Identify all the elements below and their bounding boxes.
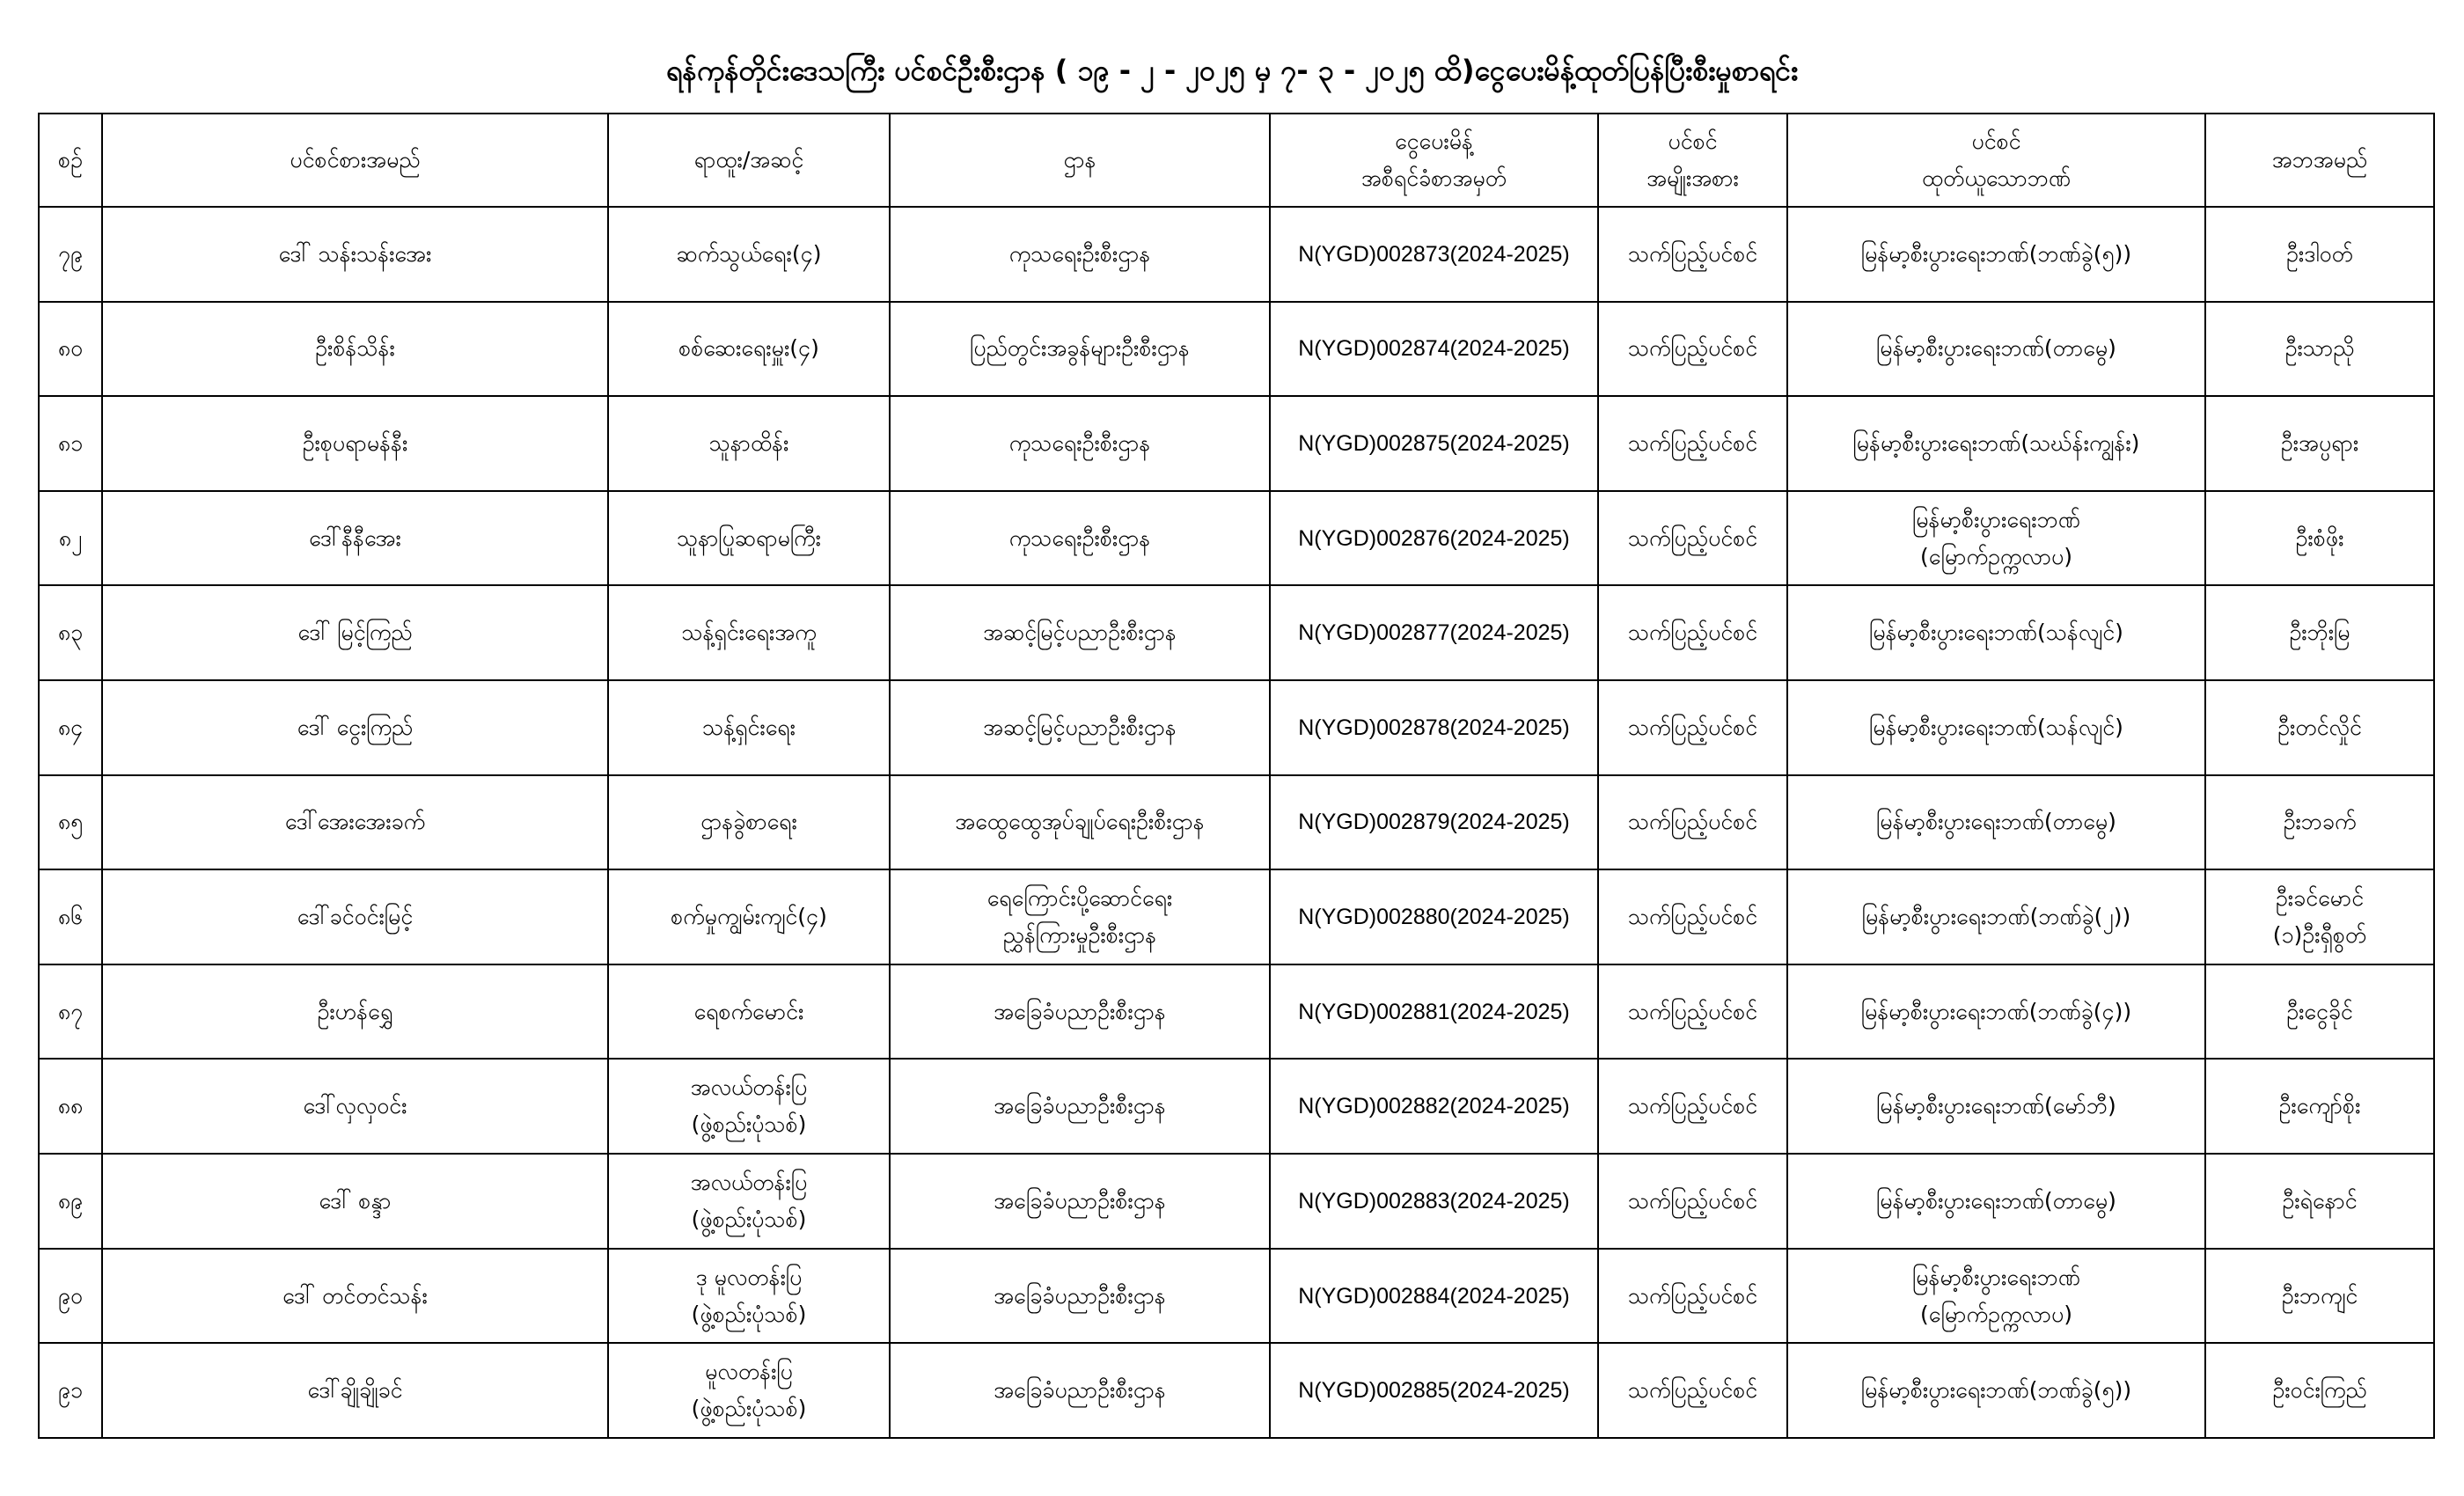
cell-text: သက်ပြည့်ပင်စင် [1627,240,1758,267]
cell-name [102,869,608,964]
cell-number [39,869,102,964]
cell-pension-type [1598,585,1787,680]
cell-text: N(YGD)002879(2024-2025) [1298,810,1570,835]
cell-text: N(YGD)002880(2024-2025) [1298,905,1570,930]
cell-text: ဦးသာညို [2284,335,2355,362]
cell-text: ဒေါ်ချိုချိုခင် [307,1377,403,1404]
cell-department [890,964,1270,1060]
col-header-father-name [2205,114,2434,207]
cell-text: N(YGD)002885(2024-2025) [1298,1378,1570,1404]
cell-text: ၈၁ [57,430,84,457]
cell-number [39,302,102,397]
cell-department [890,1343,1270,1438]
cell-text: သူနာထိန်း [708,430,789,457]
cell-text: ဦးကျော်စိုး [2278,1093,2361,1119]
cell-report-number [1270,869,1598,964]
cell-text: သက်ပြည့်ပင်စင် [1627,1377,1758,1404]
col-header-name [102,114,608,207]
cell-text: သက်ပြည့်ပင်စင် [1627,620,1758,646]
cell-text: ၇၉ [57,240,84,267]
cell-text: အလယ်တန်းပြ [690,1169,808,1195]
cell-rank [608,680,890,775]
cell-father-name [2205,491,2434,586]
cell-text: စစ်ဆေးရေးမှူး(၄) [678,335,819,362]
cell-text: ၈၈ [57,1093,84,1119]
table-row [39,1154,2434,1249]
cell-rank [608,964,890,1060]
cell-text: ဒေါ် စန္ဒာ [319,1187,392,1214]
cell-father-name [2205,964,2434,1060]
cell-pension-type [1598,1154,1787,1249]
cell-report-number [1270,585,1598,680]
cell-text: ၈၆ [57,904,84,930]
col-header-number [39,114,102,207]
cell-text: မြန်မာ့စီးပွားရေးဘဏ်(သဃ်န်းကျွန်း) [1852,430,2140,457]
cell-text: ဒေါ် တင်တင်သန်း [282,1282,428,1309]
cell-text: (ဖွဲ့စည်းပုံသစ်) [691,1396,807,1422]
table-row [39,1249,2434,1344]
cell-text: ဌာန [1063,147,1096,172]
cell-text: အမျိုးအစား [1646,165,1739,191]
cell-father-name [2205,207,2434,302]
cell-text: မြန်မာ့စီးပွားရေးဘဏ် [1912,1264,2080,1290]
cell-department [890,396,1270,491]
cell-text: N(YGD)002881(2024-2025) [1298,999,1570,1024]
cell-department [890,775,1270,870]
table-row [39,1059,2434,1154]
cell-text: ဦးစိန်သိန်း [315,335,395,362]
cell-text: ဦးတင်လှိုင် [2277,714,2362,740]
cell-text: မြန်မာ့စီးပွားရေးဘဏ်(သန်လျင်) [1869,714,2123,740]
cell-rank [608,869,890,964]
cell-father-name [2205,1154,2434,1249]
cell-father-name [2205,869,2434,964]
cell-number [39,396,102,491]
cell-pension-type [1598,680,1787,775]
pension-ledger-table [38,113,2435,1439]
cell-text: N(YGD)002875(2024-2025) [1298,431,1570,457]
cell-name [102,491,608,586]
cell-text: ဒေါ်အေးအေးခက် [284,809,426,835]
cell-text: ဒု မူလတန်းပြ [695,1264,803,1290]
cell-father-name [2205,1249,2434,1344]
cell-text: ၈၉ [57,1187,84,1214]
cell-rank [608,491,890,586]
cell-report-number [1270,396,1598,491]
cell-father-name [2205,585,2434,680]
cell-text: မြန်မာ့စီးပွားရေးဘဏ်(တာမွေ) [1876,1187,2116,1214]
cell-text: သက်ပြည့်ပင်စင် [1627,809,1758,835]
cell-department [890,491,1270,586]
cell-father-name [2205,396,2434,491]
cell-text: N(YGD)002873(2024-2025) [1298,241,1570,267]
cell-text: သက်ပြည့်ပင်စင် [1627,1187,1758,1214]
cell-text: ဒေါ် သန်းသန်းအေး [278,240,432,267]
cell-text: ပင်စင် [1668,128,1718,154]
cell-report-number [1270,775,1598,870]
cell-father-name [2205,302,2434,397]
cell-bank [1787,775,2205,870]
cell-father-name [2205,775,2434,870]
cell-department [890,1249,1270,1344]
cell-text: (၁)ဦးရှီစွတ် [2272,922,2367,949]
table-row [39,1343,2434,1438]
table-row [39,775,2434,870]
cell-text: ၈၇ [57,998,84,1024]
cell-text: ၈၂ [58,524,83,551]
cell-bank [1787,964,2205,1060]
cell-text: N(YGD)002876(2024-2025) [1298,525,1570,551]
cell-text: သန့်ရှင်းရေး [702,714,796,740]
cell-text: ငွေပေးမိန့် [1395,128,1473,154]
cell-pension-type [1598,1059,1787,1154]
cell-report-number [1270,1059,1598,1154]
cell-text: N(YGD)002877(2024-2025) [1298,620,1570,646]
cell-bank [1787,1343,2205,1438]
cell-father-name [2205,1343,2434,1438]
cell-name [102,396,608,491]
cell-text: ၉၀ [57,1282,84,1309]
cell-rank [608,775,890,870]
cell-report-number [1270,1249,1598,1344]
col-header-bank [1787,114,2205,207]
cell-department [890,302,1270,397]
cell-name [102,1343,608,1438]
page-title: ရန်ကုန်တိုင်းဒေသကြီး ပင်စင်ဦးစီးဌာန ( ၁၉ - ၂ - ၂၀၂၅ မှ ၇- ၃ - ၂၀၂၅ ထိ)ငွေပေးမိန့်ထုတ်ပြန်ပြီးစီးမှုစာရင်း [665,54,1799,87]
cell-number [39,1249,102,1344]
table-header-row [39,114,2434,207]
cell-text: (ဖွဲ့စည်းပုံသစ်) [691,1206,807,1232]
cell-number [39,207,102,302]
cell-report-number [1270,964,1598,1060]
cell-bank [1787,396,2205,491]
cell-report-number [1270,1343,1598,1438]
cell-report-number [1270,491,1598,586]
cell-bank [1787,869,2205,964]
cell-text: အခြေခံပညာဦးစီးဌာန [994,1093,1166,1119]
cell-text: မြန်မာ့စီးပွားရေးဘဏ်(မော်ဘီ) [1876,1093,2116,1119]
cell-text: ဆက်သွယ်ရေး(၄) [676,240,822,267]
cell-text: မြန်မာ့စီးပွားရေးဘဏ် [1912,506,2080,532]
table-row [39,869,2434,964]
cell-rank [608,1059,890,1154]
cell-text: ဒေါ်လှလှဝင်း [303,1093,407,1119]
cell-text: အဆင့်မြင့်ပညာဦးစီးဌာန [983,714,1177,740]
cell-text: အဘအမည် [2271,147,2368,172]
cell-bank [1787,1154,2205,1249]
col-header-report-number [1270,114,1598,207]
cell-text: ၈၃ [57,620,84,646]
cell-text: ဦးဝင်းကြည် [2272,1377,2367,1404]
cell-text: သက်ပြည့်ပင်စင် [1627,1282,1758,1309]
cell-number [39,775,102,870]
cell-rank [608,396,890,491]
cell-number [39,680,102,775]
cell-department [890,869,1270,964]
cell-text: ဒေါ် ငွေးကြည် [297,714,414,740]
cell-text: အထွေထွေအုပ်ချုပ်ရေးဦးစီးဌာန [955,809,1205,835]
cell-text: အစီရင်ခံစာအမှတ် [1360,165,1507,191]
cell-name [102,964,608,1060]
cell-rank [608,1154,890,1249]
cell-name [102,1249,608,1344]
cell-text: မူလတန်းပြ [705,1359,793,1385]
cell-text: မြန်မာ့စီးပွားရေးဘဏ်(ဘဏ်ခွဲ(၄)) [1860,998,2132,1024]
cell-bank [1787,1059,2205,1154]
col-header-pension-type [1598,114,1787,207]
cell-pension-type [1598,964,1787,1060]
cell-rank [608,1343,890,1438]
cell-text: ပင်စင် [1971,128,2021,154]
table-row [39,396,2434,491]
table-row [39,680,2434,775]
cell-name [102,680,608,775]
cell-department [890,585,1270,680]
cell-bank [1787,1249,2205,1344]
cell-text: သက်ပြည့်ပင်စင် [1627,430,1758,457]
table-row [39,585,2434,680]
cell-department [890,1059,1270,1154]
cell-name [102,1154,608,1249]
cell-text: သက်ပြည့်ပင်စင် [1627,335,1758,362]
cell-text: သက်ပြည့်ပင်စင် [1627,714,1758,740]
col-header-rank [608,114,890,207]
cell-name [102,585,608,680]
cell-text: ဦးဟန်ရွှေ [317,998,393,1024]
cell-name [102,1059,608,1154]
cell-rank [608,585,890,680]
cell-pension-type [1598,1249,1787,1344]
cell-department [890,680,1270,775]
cell-text: N(YGD)002874(2024-2025) [1298,336,1570,362]
cell-text: ၈၄ [57,714,84,740]
table-body [39,207,2434,1438]
cell-name [102,207,608,302]
cell-text: သက်ပြည့်ပင်စင် [1627,1093,1758,1119]
table-row [39,207,2434,302]
cell-text: ဦးဘကျင် [2281,1282,2358,1309]
cell-report-number [1270,302,1598,397]
cell-text: ဦးစုပရာမန်နီး [302,430,408,457]
cell-pension-type [1598,775,1787,870]
cell-text: ပြည်တွင်းအခွန်များဦးစီးဌာန [970,335,1190,362]
cell-number [39,1059,102,1154]
cell-text: ဦးဒါဝတ် [2286,240,2353,267]
cell-text: (ဖွဲ့စည်းပုံသစ်) [691,1111,807,1138]
cell-pension-type [1598,869,1787,964]
cell-pension-type [1598,1343,1787,1438]
cell-rank [608,207,890,302]
cell-text: ဦးခင်မောင် [2275,885,2365,912]
cell-text: သန့်ရှင်းရေးအကူ [681,620,817,646]
cell-name [102,775,608,870]
cell-text: ဦးစံဖိုး [2295,524,2344,551]
cell-number [39,1154,102,1249]
cell-bank [1787,302,2205,397]
cell-text: ထုတ်ယူသောဘဏ် [1921,165,2072,191]
cell-text: စက်မှုကျွမ်းကျင်(၄) [671,904,827,930]
cell-text: ဦးငွေခိုင် [2286,998,2353,1024]
cell-text: အခြေခံပညာဦးစီးဌာန [994,1187,1166,1214]
cell-text: ရေကြောင်းပို့ဆောင်ရေး [986,885,1173,912]
cell-text: ကုသရေးဦးစီးဌာန [1008,524,1151,551]
cell-number [39,585,102,680]
cell-text: အခြေခံပညာဦးစီးဌာန [994,1377,1166,1404]
cell-department [890,1154,1270,1249]
cell-number [39,964,102,1060]
cell-rank [608,302,890,397]
cell-text: N(YGD)002884(2024-2025) [1298,1283,1570,1309]
cell-report-number [1270,680,1598,775]
cell-text: မြန်မာ့စီးပွားရေးဘဏ်(သန်လျင်) [1869,620,2123,646]
cell-father-name [2205,680,2434,775]
cell-text: မြန်မာ့စီးပွားရေးဘဏ်(ဘဏ်ခွဲ(၂)) [1861,904,2131,930]
cell-text: ရေစက်မောင်း [693,998,804,1024]
cell-text: ဒေါ်နီနီအေး [309,524,401,551]
cell-text: ၈၅ [57,809,84,835]
cell-text: ပင်စင်စားအမည် [290,147,421,172]
cell-text: ၉၁ [57,1377,84,1404]
cell-text: ၈၀ [57,335,84,362]
cell-text: N(YGD)002882(2024-2025) [1298,1094,1570,1119]
cell-text: အလယ်တန်းပြ [690,1074,808,1101]
cell-text: ဦးရဲနောင် [2282,1187,2358,1214]
cell-text: (ဖွဲ့စည်းပုံသစ်) [691,1301,807,1327]
cell-bank [1787,585,2205,680]
cell-rank [608,1249,890,1344]
cell-text: ရာထူး/အဆင့် [693,147,804,172]
cell-number [39,491,102,586]
cell-text: (မြောက်ဥက္ကလာပ) [1919,1301,2073,1327]
cell-bank [1787,491,2205,586]
cell-text: N(YGD)002883(2024-2025) [1298,1188,1570,1214]
cell-name [102,302,608,397]
cell-text: ဒေါ် မြင့်ကြည် [297,620,413,646]
cell-text: ဌာနခွဲစာရေး [700,809,797,835]
cell-text: ညွှန်ကြားမှုဦးစီးဌာန [1002,922,1157,949]
cell-department [890,207,1270,302]
cell-text: N(YGD)002878(2024-2025) [1298,715,1570,740]
cell-text: မြန်မာ့စီးပွားရေးဘဏ်(တာမွေ) [1876,809,2116,835]
cell-report-number [1270,207,1598,302]
cell-bank [1787,207,2205,302]
cell-text: ဦးအပ္ပရား [2280,430,2359,457]
cell-text: သက်ပြည့်ပင်စင် [1627,524,1758,551]
cell-text: မြန်မာ့စီးပွားရေးဘဏ်(ဘဏ်ခွဲ(၅)) [1860,240,2132,267]
cell-text: သက်ပြည့်ပင်စင် [1627,904,1758,930]
cell-text: မြန်မာ့စီးပွားရေးဘဏ်(ဘဏ်ခွဲ(၅)) [1860,1377,2132,1404]
cell-father-name [2205,1059,2434,1154]
cell-text: ကုသရေးဦးစီးဌာန [1008,240,1151,267]
table-row [39,964,2434,1060]
cell-text: ကုသရေးဦးစီးဌာန [1008,430,1151,457]
cell-pension-type [1598,207,1787,302]
cell-pension-type [1598,396,1787,491]
cell-text: အဆင့်မြင့်ပညာဦးစီးဌာန [983,620,1177,646]
cell-text: အခြေခံပညာဦးစီးဌာန [994,998,1166,1024]
cell-text: အခြေခံပညာဦးစီးဌာန [994,1282,1166,1309]
cell-text: ဦးဘိုးမြ [2289,620,2350,646]
cell-pension-type [1598,491,1787,586]
cell-report-number [1270,1154,1598,1249]
cell-text: (မြောက်ဥက္ကလာပ) [1919,543,2073,569]
cell-text: ဦးဘခက် [2283,809,2357,835]
cell-number [39,1343,102,1438]
cell-text: မြန်မာ့စီးပွားရေးဘဏ်(တာမွေ) [1876,335,2116,362]
cell-text: သူနာပြုဆရာမကြီး [677,524,821,551]
cell-text: ဒေါ်ခင်ဝင်းမြင့် [297,904,414,930]
table-row [39,302,2434,397]
cell-bank [1787,680,2205,775]
table-row [39,491,2434,586]
cell-pension-type [1598,302,1787,397]
cell-text: သက်ပြည့်ပင်စင် [1627,998,1758,1024]
col-header-department [890,114,1270,207]
cell-text: စဉ် [58,147,83,172]
